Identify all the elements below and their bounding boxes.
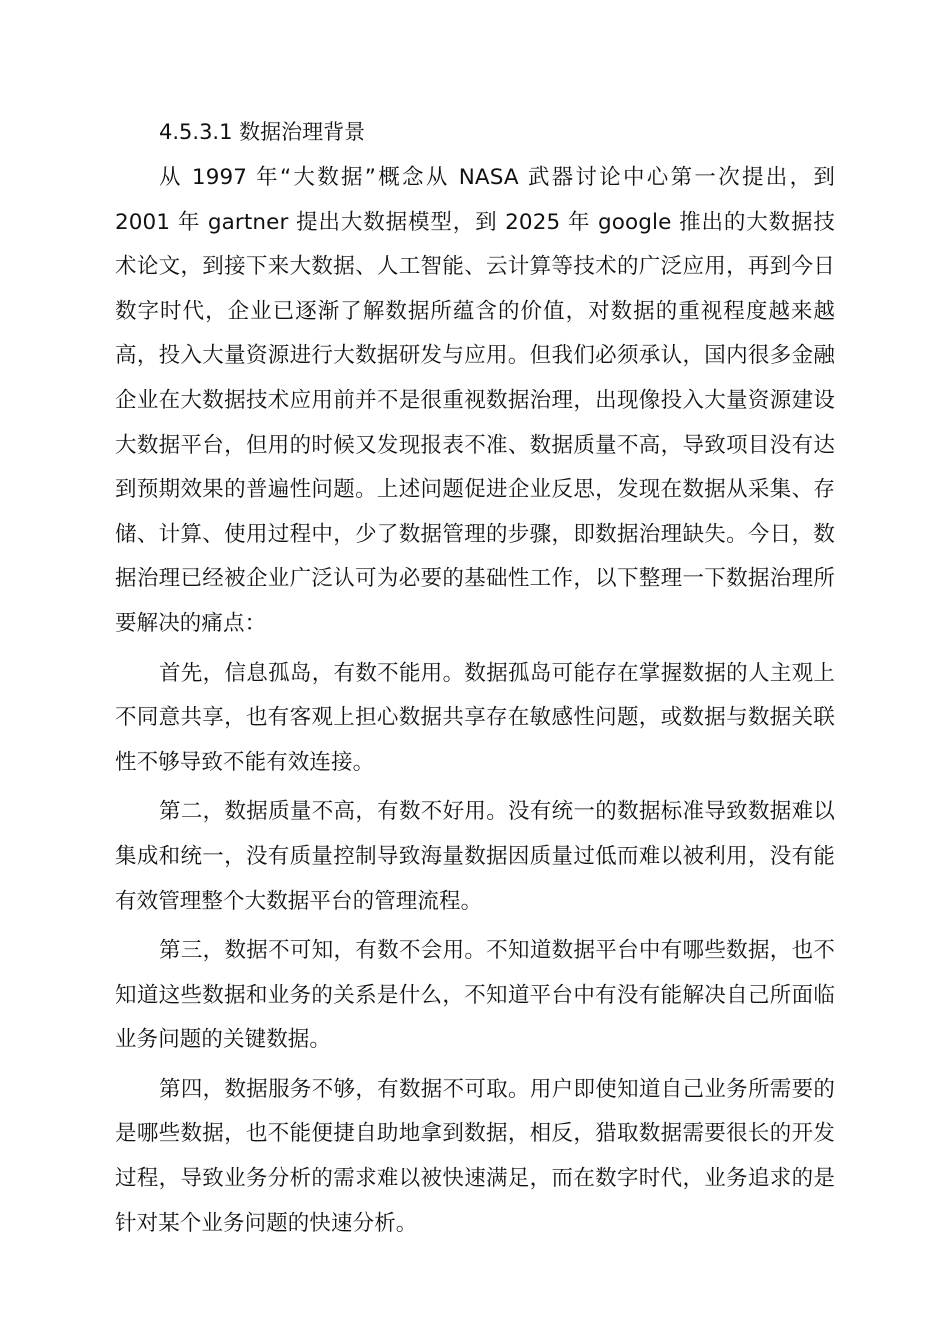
paragraph-pain-point-2: 第二，数据质量不高，有数不好用。没有统一的数据标准导致数据难以集成和统一，没有质量控制导致海量数据因质量过低而难以被利用，没有能有效管理整个大数据平台的管理流程。	[115, 799, 835, 914]
paragraph-background: 从 1997 年“大数据”概念从 NASA 武器讨论中心第一次提出，到 2001 年 gartner 提出大数据模型，到 2025 年 google 推出的大数据技术论文，到接下来大数据、人工智能、云计算等技术的广泛应用，再到今日数字时代，企业已逐渐了解数据所蕴含的价值，对数据的重视程度越来越高，投入大量资源进行大数据研发与应用。但我们必须承认，国内很多金融企业在大数据技术应用前并不是很重视数据治理，出现像投入大量资源建设大数据平台，但用的时候又发现报表不准、数据质量不高，导致项目没有达到预期效果的普遍性问题。上述问题促进企业反思，发现在数据从采集、存储、计算、使用过程中，少了数据管理的步骤，即数据治理缺失。今日，数据治理已经被企业广泛认可为必要的基础性工作，以下整理一下数据治理所要解决的痛点：	[115, 165, 835, 636]
paragraph-pain-point-1: 首先，信息孤岛，有数不能用。数据孤岛可能存在掌握数据的人主观上不同意共享，也有客观上担心数据共享存在敏感性问题，或数据与数据关联性不够导致不能有效连接。	[115, 660, 835, 775]
paragraph-pain-point-3: 第三，数据不可知，有数不会用。不知道数据平台中有哪些数据，也不知道这些数据和业务的关系是什么，不知道平台中有没有能解决自己所面临业务问题的关键数据。	[115, 938, 835, 1053]
paragraph-pain-point-4: 第四，数据服务不够，有数据不可取。用户即使知道自己业务所需要的是哪些数据，也不能便捷自助地拿到数据，相反，猎取数据需要很长的开发过程，导致业务分析的需求难以被快速满足，而在数字时代，业务追求的是针对某个业务问题的快速分析。	[115, 1076, 835, 1236]
document-body	[115, 112, 835, 1251]
section-heading: 4.5.3.1 数据治理背景	[159, 120, 366, 144]
